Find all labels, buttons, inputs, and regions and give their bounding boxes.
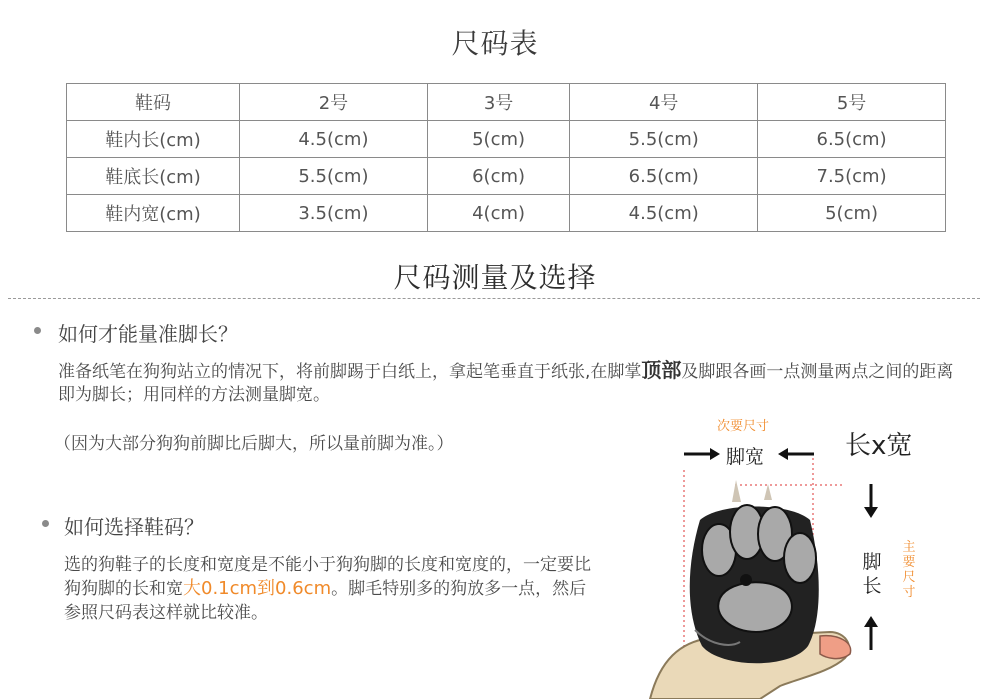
table-cell: 3.5(cm) [240,195,428,232]
bullet-icon [42,520,49,527]
size-chart-title: 尺码表 [451,27,539,60]
q2-text-highlight: 大0.1cm到0.6cm [183,578,332,599]
length-by-width-label: 长x宽 [845,431,913,461]
table-cell: 6.5(cm) [570,158,758,195]
dashed-divider [8,298,980,299]
row-label: 鞋底长(cm) [67,158,240,195]
table-cell: 6(cm) [427,158,569,195]
q2-text-a: 选的狗鞋子的长度和宽度是不能小于狗狗脚的长度和宽度的，一定要比狗狗脚的长和宽 [64,555,591,599]
q1-note: （因为大部分狗狗前脚比后脚大，所以量前脚为准。） [54,434,454,454]
header-cell: 3号 [427,84,569,121]
paw-length-label: 脚长 [862,551,882,597]
q1-title: 如何才能量准脚长？ [58,322,238,346]
header-cell: 4号 [570,84,758,121]
guide-title: 尺码测量及选择 [393,261,597,294]
q2-title: 如何选择鞋码？ [64,515,204,539]
table-cell: 4.5(cm) [240,121,428,158]
q1-text-a: 准备纸笔在狗狗站立的情况下，将前脚踢于白纸上，拿起笔垂直于纸张,在脚掌 [58,362,642,382]
table-cell: 5.5(cm) [570,121,758,158]
table-cell: 5(cm) [758,195,946,232]
q1-paragraph [58,359,958,407]
q2-text-b: 。脚毛特别多的狗放多一点，然后参照尺码表这样就比较准。 [64,579,587,623]
header-cell: 5号 [758,84,946,121]
table-cell: 4.5(cm) [570,195,758,232]
secondary-size-label: 次要尺寸 [717,419,770,434]
table-row [67,195,946,232]
header-cell: 2号 [240,84,428,121]
table-row [67,158,946,195]
paw-measure-diagram [640,410,980,699]
row-label: 鞋内宽(cm) [67,195,240,232]
table-header-row [67,84,946,121]
q2-paragraph [64,553,594,625]
table-row [67,121,946,158]
bullet-icon [34,327,41,334]
q1-text-strong: 顶部 [641,358,682,382]
table-cell: 4(cm) [427,195,569,232]
row-label: 鞋内长(cm) [67,121,240,158]
paw-width-label: 脚宽 [726,446,765,468]
primary-size-label: 主要尺寸 [902,540,916,600]
paw-illustration [640,410,980,699]
header-cell: 鞋码 [67,84,240,121]
table-cell: 5.5(cm) [240,158,428,195]
table-cell: 5(cm) [427,121,569,158]
size-table [66,83,946,232]
q1-text-b: 及脚跟各画一点测量两点之间的距离即为脚长；用同样的方法测量脚宽。 [58,362,954,405]
table-cell: 6.5(cm) [758,121,946,158]
table-cell: 7.5(cm) [758,158,946,195]
